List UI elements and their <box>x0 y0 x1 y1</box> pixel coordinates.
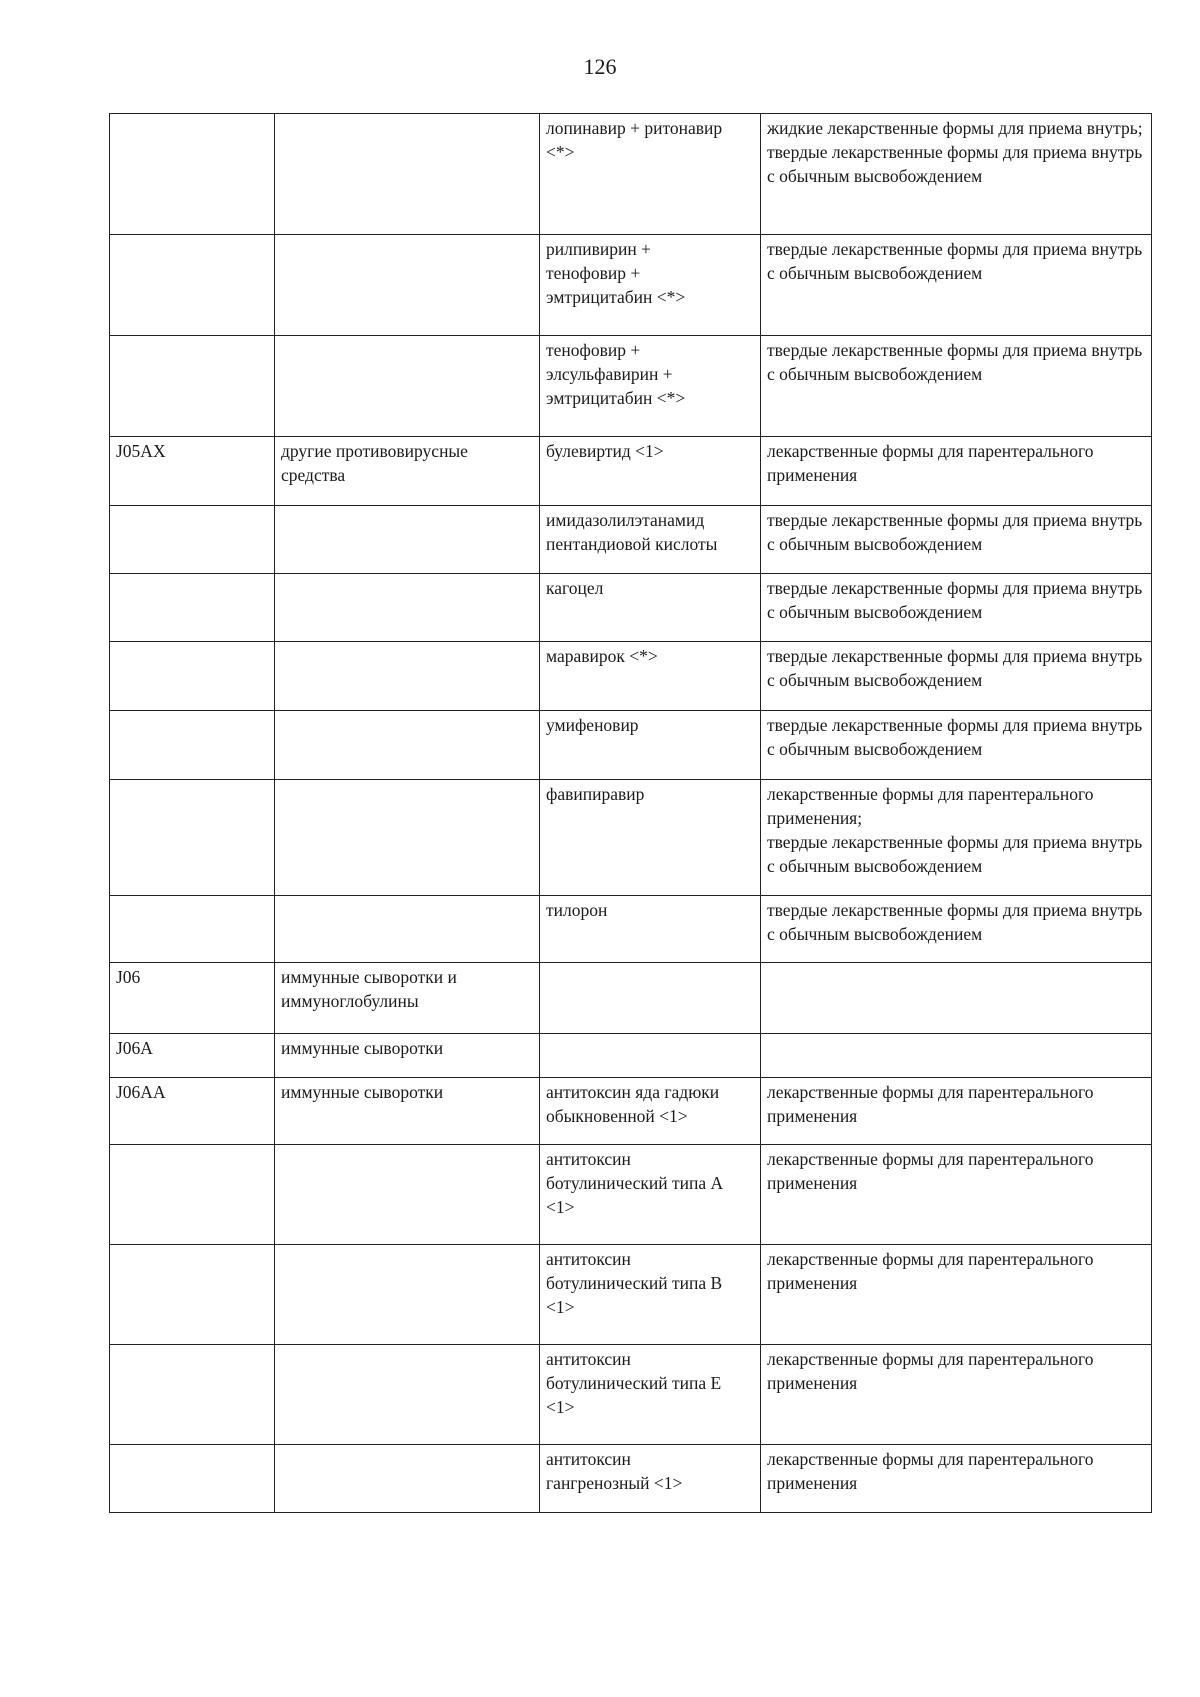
drug-name-line: лопинавир + ритонавир <box>546 118 723 138</box>
drug-name-cell <box>540 1245 761 1345</box>
dosage-forms-cell <box>761 336 1152 437</box>
drug-name-line: <1> <box>546 1297 575 1317</box>
drug-name-line: фавипиравир <box>546 784 645 804</box>
group-name-cell <box>275 1245 540 1345</box>
drug-name-line: ботулинический типа А <box>546 1173 724 1193</box>
atc-code-cell: J06AA <box>110 1078 275 1145</box>
dosage-form-line: лекарственные формы для парентерального применения <box>767 441 1094 485</box>
drug-name-line: имидазолилэтанамид <box>546 510 705 530</box>
dosage-form-line: твердые лекарственные формы для приема внутрь с обычным высвобождением <box>767 715 1143 759</box>
dosage-forms-cell <box>761 711 1152 780</box>
dosage-forms-cell <box>761 1145 1152 1245</box>
drug-name-line: маравирок <*> <box>546 646 658 666</box>
atc-code-cell <box>110 711 275 780</box>
atc-code-cell: J06 <box>110 963 275 1034</box>
atc-code-cell <box>110 574 275 642</box>
atc-code-cell <box>110 896 275 963</box>
drug-name-line: антитоксин <box>546 1449 631 1469</box>
dosage-forms-cell <box>761 506 1152 574</box>
atc-code-cell <box>110 336 275 437</box>
table-row <box>110 235 1152 336</box>
table-row <box>110 1034 1152 1078</box>
table-row <box>110 963 1152 1034</box>
group-name-cell: иммунные сыворотки и иммуноглобулины <box>275 963 540 1034</box>
drug-name-cell <box>540 963 761 1034</box>
group-name-cell <box>275 1345 540 1445</box>
drug-name-cell <box>540 1445 761 1513</box>
table-row <box>110 1345 1152 1445</box>
drug-name-cell <box>540 506 761 574</box>
table-row <box>110 642 1152 711</box>
page-number: 126 <box>583 54 617 79</box>
dosage-form-line: жидкие лекарственные формы для приема внутрь; <box>767 118 1143 138</box>
drug-name-line: тенофовир + <box>546 340 641 360</box>
group-name-cell <box>275 114 540 235</box>
drug-name-line: элсульфавирин + <box>546 364 673 384</box>
drug-name-cell <box>540 642 761 711</box>
drug-name-line: <1> <box>546 1197 575 1217</box>
group-name-cell <box>275 336 540 437</box>
drug-name-line: <1> <box>546 1397 575 1417</box>
drug-name-line: ботулинический типа Е <box>546 1373 722 1393</box>
drug-name-cell <box>540 437 761 506</box>
dosage-form-line: твердые лекарственные формы для приема внутрь с обычным высвобождением <box>767 340 1143 384</box>
dosage-form-line: твердые лекарственные формы для приема внутрь с обычным высвобождением <box>767 510 1143 554</box>
group-name-cell <box>275 506 540 574</box>
dosage-form-line: лекарственные формы для парентерального применения <box>767 1249 1094 1293</box>
drug-name-cell <box>540 1034 761 1078</box>
dosage-form-line: твердые лекарственные формы для приема внутрь с обычным высвобождением <box>767 578 1143 622</box>
dosage-forms-cell <box>761 114 1152 235</box>
drug-name-cell <box>540 336 761 437</box>
atc-code-cell <box>110 1445 275 1513</box>
table-row <box>110 506 1152 574</box>
table-row <box>110 711 1152 780</box>
drug-name-cell <box>540 711 761 780</box>
table-row <box>110 1245 1152 1345</box>
drug-name-line: ботулинический типа В <box>546 1273 723 1293</box>
drug-name-cell <box>540 1078 761 1145</box>
group-name-cell <box>275 235 540 336</box>
group-name-cell <box>275 711 540 780</box>
table-row <box>110 114 1152 235</box>
group-name-cell <box>275 896 540 963</box>
drug-name-line: рилпивирин + <box>546 239 651 259</box>
table-row <box>110 1445 1152 1513</box>
drug-name-cell <box>540 1145 761 1245</box>
dosage-form-line: твердые лекарственные формы для приема внутрь с обычным высвобождением <box>767 900 1143 944</box>
drug-name-line: булевиртид <1> <box>546 441 664 461</box>
dosage-forms-cell <box>761 780 1152 896</box>
group-name-cell: другие противовирусные средства <box>275 437 540 506</box>
drug-name-cell <box>540 1345 761 1445</box>
atc-code-cell <box>110 1245 275 1345</box>
table-row <box>110 1145 1152 1245</box>
group-name-cell: иммунные сыворотки <box>275 1078 540 1145</box>
dosage-form-line: твердые лекарственные формы для приема внутрь с обычным высвобождением <box>767 142 1143 186</box>
dosage-form-line: твердые лекарственные формы для приема внутрь с обычным высвобождением <box>767 832 1143 876</box>
table-row <box>110 780 1152 896</box>
group-name-cell <box>275 1145 540 1245</box>
dosage-form-line: лекарственные формы для парентерального применения <box>767 1082 1094 1126</box>
group-name-cell <box>275 642 540 711</box>
atc-code-cell <box>110 235 275 336</box>
drug-name-cell <box>540 780 761 896</box>
atc-code-cell <box>110 780 275 896</box>
drug-name-line: гангренозный <1> <box>546 1473 683 1493</box>
atc-code-cell <box>110 1345 275 1445</box>
dosage-form-line: твердые лекарственные формы для приема внутрь с обычным высвобождением <box>767 646 1143 690</box>
table-row <box>110 336 1152 437</box>
dosage-forms-cell <box>761 235 1152 336</box>
dosage-forms-cell <box>761 1078 1152 1145</box>
dosage-forms-cell <box>761 963 1152 1034</box>
dosage-form-line: лекарственные формы для парентерального применения <box>767 1449 1094 1493</box>
drug-name-line: кагоцел <box>546 578 604 598</box>
atc-code-cell <box>110 1145 275 1245</box>
dosage-forms-cell <box>761 574 1152 642</box>
atc-code-cell <box>110 506 275 574</box>
drug-table <box>109 113 1152 1513</box>
dosage-form-line: твердые лекарственные формы для приема внутрь с обычным высвобождением <box>767 239 1143 283</box>
dosage-form-line: лекарственные формы для парентерального применения; <box>767 784 1094 828</box>
drug-name-line: эмтрицитабин <*> <box>546 287 686 307</box>
atc-code-cell <box>110 114 275 235</box>
drug-name-line: <*> <box>546 142 575 162</box>
group-name-cell <box>275 1445 540 1513</box>
drug-name-line: антитоксин <box>546 1249 631 1269</box>
drug-name-line: тилорон <box>546 900 608 920</box>
dosage-forms-cell <box>761 1034 1152 1078</box>
dosage-forms-cell <box>761 896 1152 963</box>
table-row <box>110 437 1152 506</box>
drug-name-cell <box>540 574 761 642</box>
drug-name-line: тенофовир + <box>546 263 641 283</box>
table-row <box>110 574 1152 642</box>
drug-name-line: антитоксин яда гадюки <box>546 1082 720 1102</box>
dosage-forms-cell <box>761 437 1152 506</box>
dosage-forms-cell <box>761 1445 1152 1513</box>
drug-name-cell <box>540 114 761 235</box>
atc-code-cell: J05AX <box>110 437 275 506</box>
drug-name-line: умифеновир <box>546 715 639 735</box>
drug-name-cell <box>540 235 761 336</box>
dosage-forms-cell <box>761 1245 1152 1345</box>
drug-name-line: антитоксин <box>546 1149 631 1169</box>
drug-name-cell <box>540 896 761 963</box>
drug-name-line: обыкновенной <1> <box>546 1106 688 1126</box>
dosage-form-line: лекарственные формы для парентерального применения <box>767 1149 1094 1193</box>
table-row <box>110 1078 1152 1145</box>
drug-name-line: эмтрицитабин <*> <box>546 388 686 408</box>
group-name-cell <box>275 780 540 896</box>
atc-code-cell <box>110 642 275 711</box>
group-name-cell <box>275 574 540 642</box>
dosage-form-line: лекарственные формы для парентерального применения <box>767 1349 1094 1393</box>
dosage-forms-cell <box>761 642 1152 711</box>
atc-code-cell: J06A <box>110 1034 275 1078</box>
table-row <box>110 896 1152 963</box>
drug-name-line: пентандиовой кислоты <box>546 534 718 554</box>
drug-name-line: антитоксин <box>546 1349 631 1369</box>
group-name-cell: иммунные сыворотки <box>275 1034 540 1078</box>
dosage-forms-cell <box>761 1345 1152 1445</box>
